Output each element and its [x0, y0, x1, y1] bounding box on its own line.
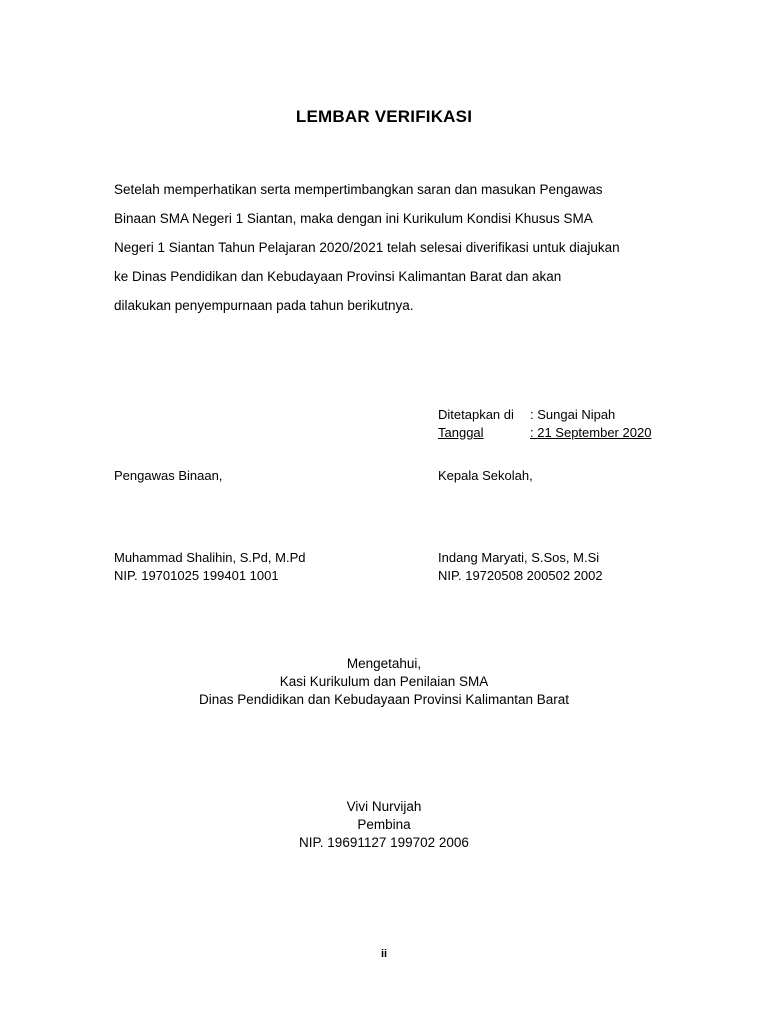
place-date-block — [438, 406, 651, 442]
paragraph-line: ke Dinas Pendidikan dan Kebudayaan Provinsi Kalimantan Barat dan akan — [114, 269, 562, 284]
date-row — [438, 424, 651, 442]
place-label: Ditetapkan di — [438, 407, 514, 422]
right-signatory-role: Kepala Sekolah, — [438, 468, 533, 483]
right-signatory-name: Indang Maryati, S.Sos, M.Si — [438, 550, 600, 565]
date-label: Tanggal — [438, 425, 484, 440]
page-number: ii — [380, 948, 388, 960]
paragraph-line: dilakukan penyempurnaan pada tahun berikutnya. — [114, 298, 414, 313]
acknowledgement-line: Kasi Kurikulum dan Penilaian SMA — [279, 674, 489, 689]
paragraph-line: Binaan SMA Negeri 1 Siantan, maka dengan ini Kurikulum Kondisi Khusus SMA — [114, 211, 593, 226]
paragraph-line: Negeri 1 Siantan Tahun Pelajaran 2020/2021 telah selesai diverifikasi untuk diajukan — [114, 240, 620, 255]
acknowledgement-line: Dinas Pendidikan dan Kebudayaan Provinsi Kalimantan Barat — [199, 692, 569, 707]
left-signatory-role: Pengawas Binaan, — [114, 468, 223, 483]
acknowledgement-line: Mengetahui, — [346, 656, 422, 671]
left-signatory-name: Muhammad Shalihin, S.Pd, M.Pd — [114, 550, 306, 565]
place-value: : Sungai Nipah — [530, 407, 616, 422]
right-signatory-nip: NIP. 19720508 200502 2002 — [438, 568, 603, 583]
official-signatory-block — [0, 798, 768, 852]
left-signatory-nip: NIP. 19701025 199401 1001 — [114, 568, 279, 583]
paragraph-line: Setelah memperhatikan serta mempertimbangkan saran dan masukan Pengawas — [114, 182, 603, 197]
verification-paragraph — [114, 175, 659, 320]
acknowledgement-block — [0, 655, 768, 709]
official-rank: Pembina — [357, 817, 411, 832]
official-nip: NIP. 19691127 199702 2006 — [299, 835, 469, 850]
date-value: : 21 September 2020 — [530, 425, 652, 440]
official-name: Vivi Nurvijah — [346, 799, 422, 814]
document-title: LEMBAR VERIFIKASI — [295, 107, 473, 126]
place-row — [438, 406, 651, 424]
